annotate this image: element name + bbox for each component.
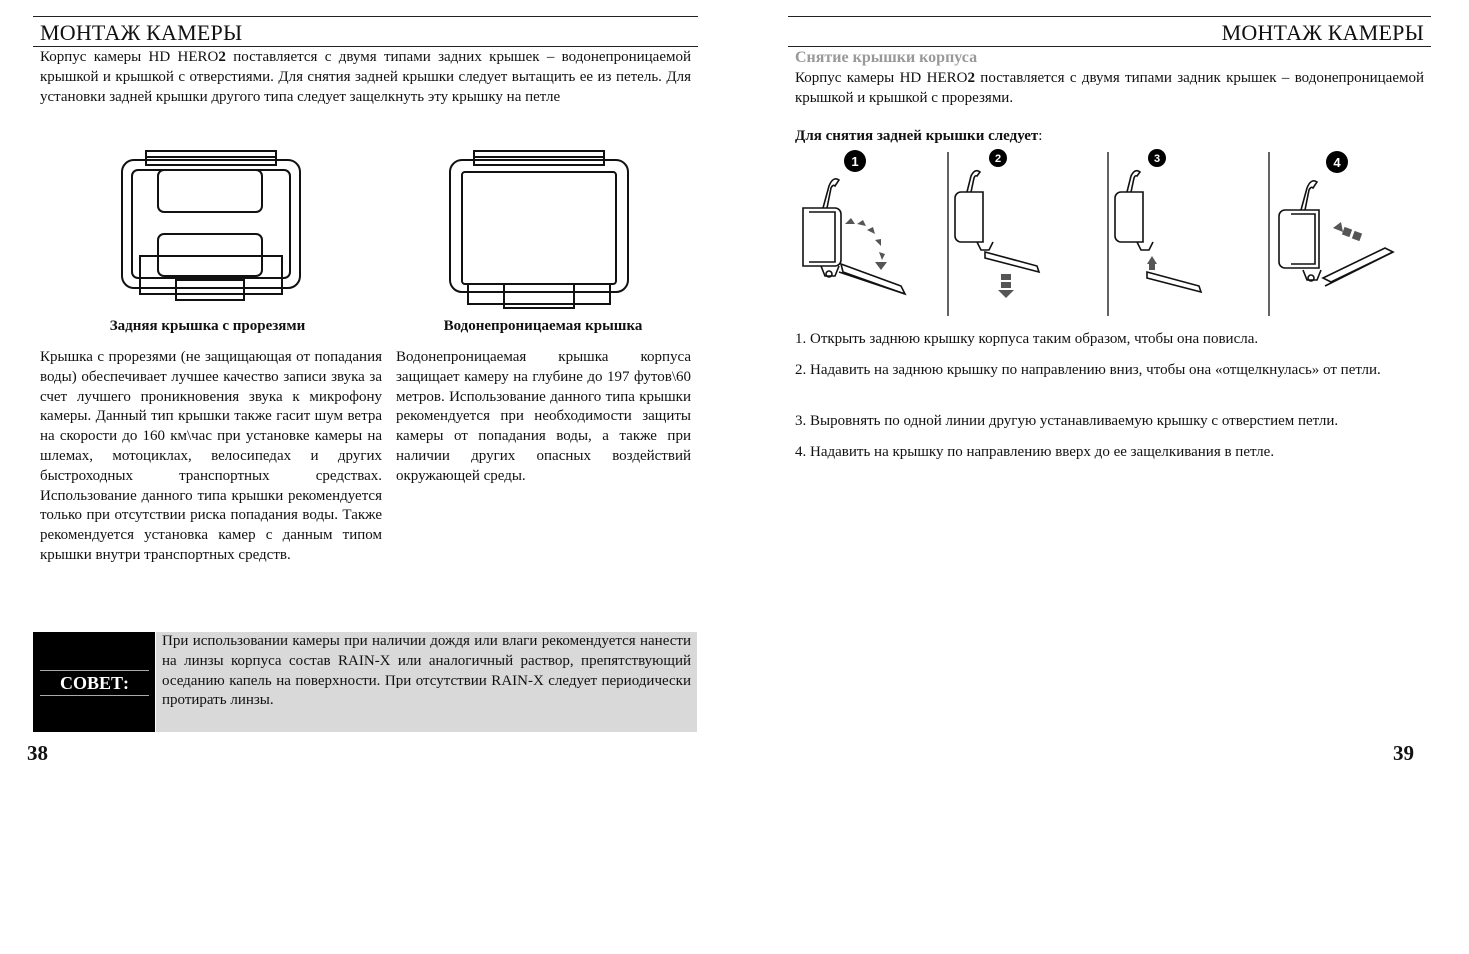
- right-title-rule: [788, 46, 1431, 47]
- step-3-panel: [1115, 149, 1201, 292]
- left-intro-bold: 2: [218, 49, 226, 65]
- skeleton-door-description: Крышка с прорезями (не защищающая от попадания воды) обеспечивает лучшее качество записи звука за счет лучшего проникновения звука к микрофону камеры. Данный тип крышки также гасит шум ветра на скорости до 160 км\час при установке камеры на шлемах, мотоциклах, велосипедах и других быстроходных транспортных средствах. Использование данного типа крышки рекомендуется только при отсутствии риска попадания воды. Также рекомендуется установка камер с данным типом крышки внутри транспортных средств.: [40, 349, 382, 563]
- door-removal-steps-illustration: [795, 146, 1435, 320]
- right-intro-paragraph: [795, 69, 1424, 109]
- tip-text: При использовании камеры при наличии дождя или влаги рекомендуется нанести на линзы корпуса состав RAIN-X или аналогичный раствор, препятствующий оседанию капель на поверхности. При отсутствии RAIN-X следует периодически протирать линзы.: [156, 632, 697, 732]
- left-top-rule: [33, 16, 698, 17]
- tip-label: СОВЕТ:: [40, 670, 149, 696]
- step-4-text: 4. Надавить на крышку по направлению вверх до ее защелкивания в петле.: [795, 444, 1275, 460]
- waterproof-door-description: Водонепроницаемая крышка корпуса защищает камеру на глубине до 197 футов\60 метров. Использование данного типа крышки рекомендуется при необходимости защиты камеры от попадания воды, а также при наличии других опасных воздействий окружающей среды.: [396, 349, 691, 484]
- remove-door-lead: [795, 128, 1042, 145]
- right-page-title: МОНТАЖ КАМЕРЫ: [1221, 20, 1424, 45]
- step-1-badge: 1: [851, 154, 859, 169]
- remove-door-lead-colon: :: [1038, 128, 1043, 144]
- right-intro-bold: 2: [967, 70, 975, 86]
- step-2-badge: 2: [994, 153, 1002, 165]
- waterproof-door-caption: Водонепроницаемая крышка: [443, 318, 643, 334]
- left-intro-post: поставляется с двумя типами задних крышек – водонепроницаемой крышкой и крышкой с отверстиями. Для снятия задней крышки следует вытащить ее из петель. Для установки задней крышки другого типа следует защелкнуть эту крышку на петле: [40, 49, 691, 105]
- right-page-number: 39: [1393, 741, 1414, 765]
- step-2-text: 2. Надавить на заднюю крышку по направлению вниз, чтобы она «отщелкнулась» от петли.: [795, 362, 1381, 378]
- right-top-rule: [788, 16, 1431, 17]
- step-3-badge: 3: [1153, 153, 1161, 165]
- step-3-text: 3. Выровнять по одной линии другую устанавливаемую крышку с отверстием петли.: [795, 413, 1339, 429]
- remove-door-lead-bold: Для снятия задней крышки следует: [795, 128, 1039, 144]
- right-intro-pre: Корпус камеры HD HERO: [795, 70, 968, 86]
- left-page-title: МОНТАЖ КАМЕРЫ: [40, 20, 243, 45]
- skeleton-door-illustration: [118, 148, 304, 304]
- skeleton-door-caption: Задняя крышка с прорезями: [109, 318, 306, 334]
- step-4-badge: 4: [1333, 155, 1341, 170]
- step-4-panel: [1279, 151, 1393, 286]
- step-1-panel: [803, 150, 905, 294]
- waterproof-door-illustration: [446, 148, 632, 310]
- right-intro-post: поставляется с двумя типами задник крышек – водонепроницаемой крышкой и крышкой с прорезями.: [795, 70, 1425, 106]
- left-intro-pre: Корпус камеры HD HERO: [40, 49, 219, 65]
- left-page-number: 38: [27, 741, 48, 765]
- left-title-rule: [33, 46, 698, 47]
- step-1-text: 1. Открыть заднюю крышку корпуса таким образом, чтобы она повисла.: [795, 331, 1259, 347]
- step-2-panel: [955, 149, 1039, 298]
- left-intro-paragraph: [40, 48, 691, 107]
- remove-door-subheading: Снятие крышки корпуса: [795, 49, 978, 66]
